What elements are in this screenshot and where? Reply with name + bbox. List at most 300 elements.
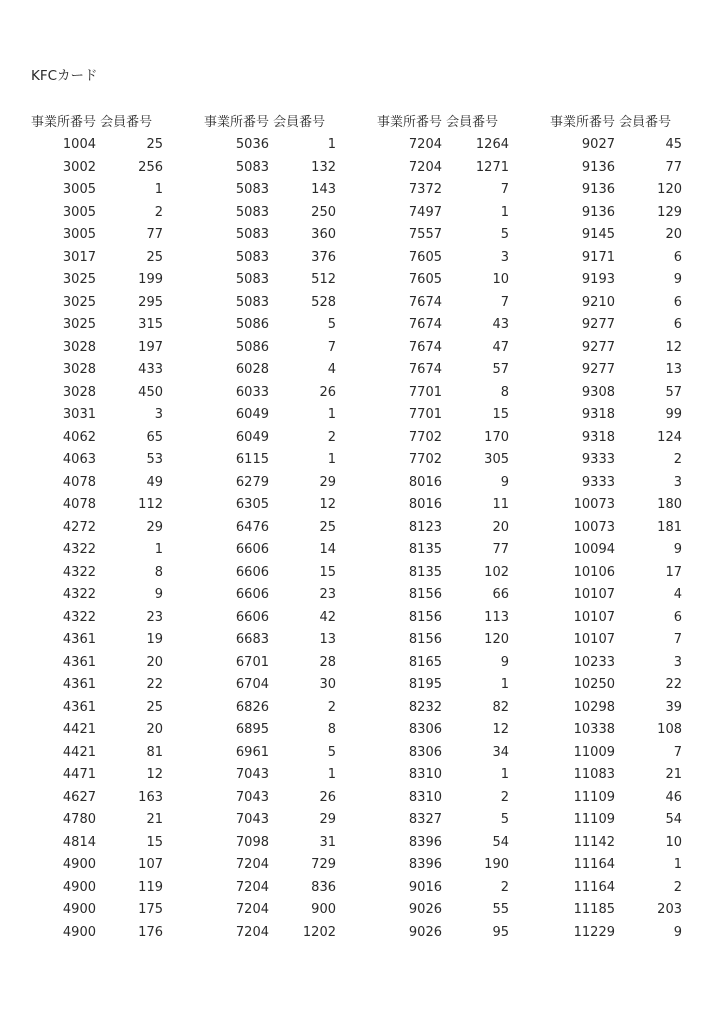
table-row <box>31 674 167 697</box>
member-number-cell: 65 <box>146 429 163 445</box>
table-row <box>204 224 340 247</box>
table-row <box>550 337 686 360</box>
table-row <box>550 202 686 225</box>
table-row <box>550 494 686 517</box>
table-row <box>550 629 686 652</box>
office-number-cell: 4900 <box>62 857 96 872</box>
column-group-3 <box>377 112 513 944</box>
member-number-cell: 3 <box>154 407 163 422</box>
table-row <box>31 877 167 900</box>
member-number-cell: 315 <box>138 317 163 332</box>
member-number-cell: 143 <box>311 182 336 197</box>
office-number-cell: 4361 <box>62 654 96 670</box>
table-row <box>550 854 686 877</box>
office-number-cell: 9277 <box>581 362 615 377</box>
office-number-cell: 7674 <box>408 362 442 377</box>
office-number-cell: 5083 <box>235 272 269 287</box>
office-number-cell: 6028 <box>235 362 269 377</box>
office-number-cell: 9136 <box>581 182 615 197</box>
member-number-cell: 3 <box>673 474 682 490</box>
member-number-cell: 132 <box>311 159 336 175</box>
member-number-cell: 45 <box>665 137 682 152</box>
table-row <box>31 427 167 450</box>
table-row <box>204 742 340 765</box>
table-row <box>204 854 340 877</box>
table-row <box>31 494 167 517</box>
office-number-cell: 4361 <box>62 677 96 692</box>
member-number-cell: 29 <box>319 474 336 490</box>
member-number-cell: 120 <box>484 632 509 647</box>
office-number-cell: 7043 <box>235 812 269 827</box>
office-number-cell: 6826 <box>235 699 269 715</box>
office-number-cell: 5083 <box>235 249 269 265</box>
column-group-4 <box>550 112 686 944</box>
office-number-cell: 8123 <box>408 519 442 535</box>
office-number-cell: 7702 <box>408 452 442 467</box>
member-number-cell: 4 <box>673 587 682 602</box>
table-row <box>31 742 167 765</box>
table-row <box>550 764 686 787</box>
table-row <box>377 922 513 945</box>
member-number-cell: 42 <box>319 609 336 625</box>
member-number-cell: 66 <box>492 587 509 602</box>
office-number-cell: 4078 <box>62 474 96 490</box>
member-number-cell: 26 <box>319 384 336 400</box>
table-row <box>31 292 167 315</box>
office-number-cell: 10107 <box>573 587 615 602</box>
office-number-cell: 7204 <box>235 879 269 895</box>
office-number-cell: 3031 <box>62 407 96 422</box>
table-row <box>31 922 167 945</box>
table-row <box>377 359 513 382</box>
member-number-cell: 2 <box>327 429 336 445</box>
table-row <box>204 697 340 720</box>
member-number-cell: 9 <box>500 654 509 670</box>
office-number-cell: 7043 <box>235 767 269 782</box>
table-row <box>204 494 340 517</box>
table-row <box>204 247 340 270</box>
office-number-cell: 6683 <box>235 632 269 647</box>
table-row <box>377 607 513 630</box>
office-number-cell: 8016 <box>408 474 442 490</box>
table-row <box>204 404 340 427</box>
table-row <box>204 584 340 607</box>
office-number-cell: 9193 <box>581 272 615 287</box>
member-number-cell: 29 <box>319 812 336 827</box>
table-row <box>550 404 686 427</box>
member-number-cell: 57 <box>665 384 682 400</box>
office-number-cell: 9318 <box>581 429 615 445</box>
office-number-cell: 4361 <box>62 632 96 647</box>
table-row <box>377 314 513 337</box>
office-number-cell: 4322 <box>62 564 96 580</box>
member-number-cell: 95 <box>492 924 509 940</box>
member-number-cell: 77 <box>492 542 509 557</box>
office-number-cell: 10073 <box>573 497 615 512</box>
table-row <box>204 269 340 292</box>
office-number-cell: 8327 <box>408 812 442 827</box>
table-row <box>550 382 686 405</box>
member-number-cell: 1 <box>327 407 336 422</box>
member-number-cell: 8 <box>500 384 509 400</box>
member-number-cell: 181 <box>657 519 682 535</box>
office-number-cell: 6606 <box>235 542 269 557</box>
member-number-cell: 112 <box>138 497 163 512</box>
member-number-cell: 729 <box>311 857 336 872</box>
member-number-cell: 900 <box>311 902 336 917</box>
office-number-cell: 8310 <box>408 767 442 782</box>
member-number-cell: 113 <box>484 609 509 625</box>
member-number-cell: 57 <box>492 362 509 377</box>
table-row <box>31 809 167 832</box>
table-row <box>377 202 513 225</box>
member-number-cell: 836 <box>311 879 336 895</box>
table-row <box>377 337 513 360</box>
member-number-cell: 256 <box>138 159 163 175</box>
member-number-cell: 102 <box>484 564 509 580</box>
office-number-cell: 8135 <box>408 542 442 557</box>
table-row <box>377 449 513 472</box>
office-number-cell: 3017 <box>62 249 96 265</box>
office-number-cell: 9210 <box>581 294 615 310</box>
table-row <box>377 629 513 652</box>
office-number-cell: 7497 <box>408 204 442 220</box>
office-number-cell: 9136 <box>581 204 615 220</box>
member-number-cell: 2 <box>673 879 682 895</box>
document-title: KFCカード <box>31 68 98 84</box>
table-row <box>204 382 340 405</box>
office-number-cell: 3025 <box>62 317 96 332</box>
office-number-cell: 4062 <box>62 429 96 445</box>
member-number-cell: 29 <box>146 519 163 535</box>
office-number-cell: 6895 <box>235 722 269 737</box>
member-number-cell: 2 <box>327 699 336 715</box>
table-row <box>550 224 686 247</box>
office-number-cell: 4361 <box>62 699 96 715</box>
office-number-cell: 8135 <box>408 564 442 580</box>
office-number-cell: 10250 <box>573 677 615 692</box>
header-office-number: 事業所番号 <box>377 115 443 130</box>
table-row <box>31 832 167 855</box>
member-number-cell: 119 <box>138 879 163 895</box>
table-row <box>204 449 340 472</box>
member-number-cell: 7 <box>673 744 682 760</box>
member-number-cell: 8 <box>154 564 163 580</box>
member-number-cell: 28 <box>319 654 336 670</box>
table-row <box>31 404 167 427</box>
table-row <box>377 247 513 270</box>
member-number-cell: 129 <box>657 204 682 220</box>
table-row <box>31 854 167 877</box>
member-number-cell: 23 <box>319 587 336 602</box>
member-number-cell: 1 <box>500 204 509 220</box>
member-number-cell: 12 <box>665 339 682 355</box>
column-header <box>377 112 513 134</box>
table-row <box>550 607 686 630</box>
office-number-cell: 6115 <box>235 452 269 467</box>
member-number-cell: 5 <box>327 744 336 760</box>
office-number-cell: 8396 <box>408 834 442 850</box>
office-number-cell: 11142 <box>573 834 615 850</box>
table-row <box>377 764 513 787</box>
table-row <box>31 314 167 337</box>
member-number-cell: 77 <box>146 227 163 242</box>
member-number-cell: 1 <box>500 767 509 782</box>
office-number-cell: 8156 <box>408 609 442 625</box>
table-row <box>204 157 340 180</box>
office-number-cell: 3005 <box>62 227 96 242</box>
member-number-cell: 199 <box>138 272 163 287</box>
member-number-cell: 7 <box>673 632 682 647</box>
office-number-cell: 10338 <box>573 722 615 737</box>
office-number-cell: 10107 <box>573 632 615 647</box>
office-number-cell: 8306 <box>408 744 442 760</box>
table-row <box>31 517 167 540</box>
table-row <box>377 719 513 742</box>
member-number-cell: 9 <box>673 272 682 287</box>
office-number-cell: 3028 <box>62 339 96 355</box>
member-number-cell: 180 <box>657 497 682 512</box>
office-number-cell: 6279 <box>235 474 269 490</box>
column-group-2 <box>204 112 340 944</box>
office-number-cell: 6049 <box>235 429 269 445</box>
table-row <box>204 764 340 787</box>
table-row <box>550 674 686 697</box>
member-number-cell: 49 <box>146 474 163 490</box>
table-row <box>550 719 686 742</box>
table-row <box>204 539 340 562</box>
office-number-cell: 7557 <box>408 227 442 242</box>
table-row <box>204 674 340 697</box>
column-group-1 <box>31 112 167 944</box>
table-row <box>377 224 513 247</box>
member-number-cell: 10 <box>492 272 509 287</box>
office-number-cell: 8396 <box>408 857 442 872</box>
member-number-cell: 82 <box>492 699 509 715</box>
table-row <box>204 922 340 945</box>
office-number-cell: 7204 <box>235 857 269 872</box>
table-row <box>550 877 686 900</box>
member-number-cell: 15 <box>319 564 336 580</box>
table-row <box>31 719 167 742</box>
member-number-cell: 25 <box>146 137 163 152</box>
office-number-cell: 9308 <box>581 384 615 400</box>
office-number-cell: 9026 <box>408 902 442 917</box>
member-number-cell: 1271 <box>475 159 509 175</box>
member-number-cell: 1 <box>327 767 336 782</box>
table-row <box>550 922 686 945</box>
member-number-cell: 176 <box>138 924 163 940</box>
table-row <box>377 584 513 607</box>
member-number-cell: 8 <box>327 722 336 737</box>
member-number-cell: 7 <box>500 294 509 310</box>
table-row <box>204 899 340 922</box>
office-number-cell: 4900 <box>62 902 96 917</box>
member-number-cell: 163 <box>138 789 163 805</box>
office-number-cell: 7098 <box>235 834 269 850</box>
member-number-cell: 12 <box>492 722 509 737</box>
office-number-cell: 6606 <box>235 587 269 602</box>
header-office-number: 事業所番号 <box>550 115 616 130</box>
office-number-cell: 8016 <box>408 497 442 512</box>
table-row <box>31 764 167 787</box>
member-number-cell: 13 <box>665 362 682 377</box>
office-number-cell: 11164 <box>573 857 615 872</box>
member-number-cell: 26 <box>319 789 336 805</box>
table-row <box>550 809 686 832</box>
member-number-cell: 9 <box>673 924 682 940</box>
table-row <box>31 202 167 225</box>
member-number-cell: 2 <box>154 204 163 220</box>
table-row <box>377 269 513 292</box>
table-row <box>550 697 686 720</box>
office-number-cell: 10107 <box>573 609 615 625</box>
member-number-cell: 170 <box>484 429 509 445</box>
table-row <box>204 719 340 742</box>
member-number-cell: 10 <box>665 834 682 850</box>
member-number-cell: 1 <box>500 677 509 692</box>
table-row <box>31 134 167 157</box>
header-member-number: 会員番号 <box>619 115 672 130</box>
office-number-cell: 6476 <box>235 519 269 535</box>
table-row <box>550 832 686 855</box>
member-number-cell: 3 <box>500 249 509 265</box>
table-row <box>31 787 167 810</box>
table-row <box>31 359 167 382</box>
office-number-cell: 7674 <box>408 339 442 355</box>
member-number-cell: 124 <box>657 429 682 445</box>
office-number-cell: 9016 <box>408 879 442 895</box>
table-row <box>204 877 340 900</box>
table-row <box>377 427 513 450</box>
member-number-cell: 25 <box>146 699 163 715</box>
table-row <box>550 539 686 562</box>
office-number-cell: 5083 <box>235 204 269 220</box>
member-number-cell: 528 <box>311 294 336 310</box>
member-number-cell: 55 <box>492 902 509 917</box>
office-number-cell: 7204 <box>235 902 269 917</box>
table-row <box>204 337 340 360</box>
office-number-cell: 9171 <box>581 249 615 265</box>
member-number-cell: 6 <box>673 249 682 265</box>
table-row <box>377 494 513 517</box>
office-number-cell: 6701 <box>235 654 269 670</box>
office-number-cell: 3025 <box>62 294 96 310</box>
header-member-number: 会員番号 <box>100 115 153 130</box>
table-row <box>550 787 686 810</box>
member-number-cell: 30 <box>319 677 336 692</box>
member-number-cell: 7 <box>500 182 509 197</box>
member-number-cell: 19 <box>146 632 163 647</box>
office-number-cell: 4900 <box>62 924 96 940</box>
table-row <box>377 134 513 157</box>
office-number-cell: 10298 <box>573 699 615 715</box>
table-row <box>31 179 167 202</box>
header-office-number: 事業所番号 <box>31 115 97 130</box>
table-row <box>204 629 340 652</box>
member-number-cell: 43 <box>492 317 509 332</box>
member-number-cell: 15 <box>492 407 509 422</box>
office-number-cell: 11164 <box>573 879 615 895</box>
office-number-cell: 7605 <box>408 249 442 265</box>
member-number-cell: 22 <box>146 677 163 692</box>
office-number-cell: 9333 <box>581 452 615 467</box>
office-number-cell: 5086 <box>235 317 269 332</box>
office-number-cell: 5083 <box>235 294 269 310</box>
office-number-cell: 7674 <box>408 317 442 332</box>
table-row <box>550 584 686 607</box>
member-number-cell: 81 <box>146 744 163 760</box>
table-row <box>204 787 340 810</box>
office-number-cell: 8165 <box>408 654 442 670</box>
member-number-cell: 3 <box>673 654 682 670</box>
office-number-cell: 7605 <box>408 272 442 287</box>
office-number-cell: 6049 <box>235 407 269 422</box>
office-number-cell: 7674 <box>408 294 442 310</box>
member-number-cell: 108 <box>657 722 682 737</box>
member-number-cell: 39 <box>665 699 682 715</box>
table-row <box>31 607 167 630</box>
table-row <box>550 472 686 495</box>
member-number-cell: 12 <box>146 767 163 782</box>
member-number-cell: 34 <box>492 744 509 760</box>
table-row <box>550 742 686 765</box>
member-number-cell: 1 <box>327 452 336 467</box>
table-row <box>377 674 513 697</box>
member-number-cell: 1 <box>154 542 163 557</box>
table-row <box>204 562 340 585</box>
member-number-cell: 46 <box>665 789 682 805</box>
table-row <box>204 517 340 540</box>
office-number-cell: 6305 <box>235 497 269 512</box>
office-number-cell: 8156 <box>408 587 442 602</box>
table-row <box>31 539 167 562</box>
office-number-cell: 7043 <box>235 789 269 805</box>
table-row <box>204 292 340 315</box>
office-number-cell: 5036 <box>235 137 269 152</box>
table-row <box>31 562 167 585</box>
office-number-cell: 6033 <box>235 384 269 400</box>
office-number-cell: 7701 <box>408 384 442 400</box>
office-number-cell: 3028 <box>62 362 96 377</box>
member-number-cell: 54 <box>665 812 682 827</box>
table-row <box>550 314 686 337</box>
table-row <box>550 292 686 315</box>
table-row <box>550 134 686 157</box>
member-number-cell: 9 <box>500 474 509 490</box>
table-row <box>550 517 686 540</box>
office-number-cell: 6704 <box>235 677 269 692</box>
table-row <box>377 157 513 180</box>
header-member-number: 会員番号 <box>446 115 499 130</box>
member-number-cell: 53 <box>146 452 163 467</box>
member-number-cell: 5 <box>327 317 336 332</box>
member-number-cell: 22 <box>665 677 682 692</box>
member-number-cell: 1264 <box>475 137 509 152</box>
member-number-cell: 1 <box>673 857 682 872</box>
office-number-cell: 4900 <box>62 879 96 895</box>
member-number-cell: 13 <box>319 632 336 647</box>
member-number-cell: 31 <box>319 834 336 850</box>
office-number-cell: 5083 <box>235 159 269 175</box>
table-row <box>31 224 167 247</box>
office-number-cell: 4078 <box>62 497 96 512</box>
member-number-cell: 6 <box>673 609 682 625</box>
office-number-cell: 10106 <box>573 564 615 580</box>
member-number-cell: 21 <box>146 812 163 827</box>
office-number-cell: 4063 <box>62 452 96 467</box>
table-row <box>377 652 513 675</box>
